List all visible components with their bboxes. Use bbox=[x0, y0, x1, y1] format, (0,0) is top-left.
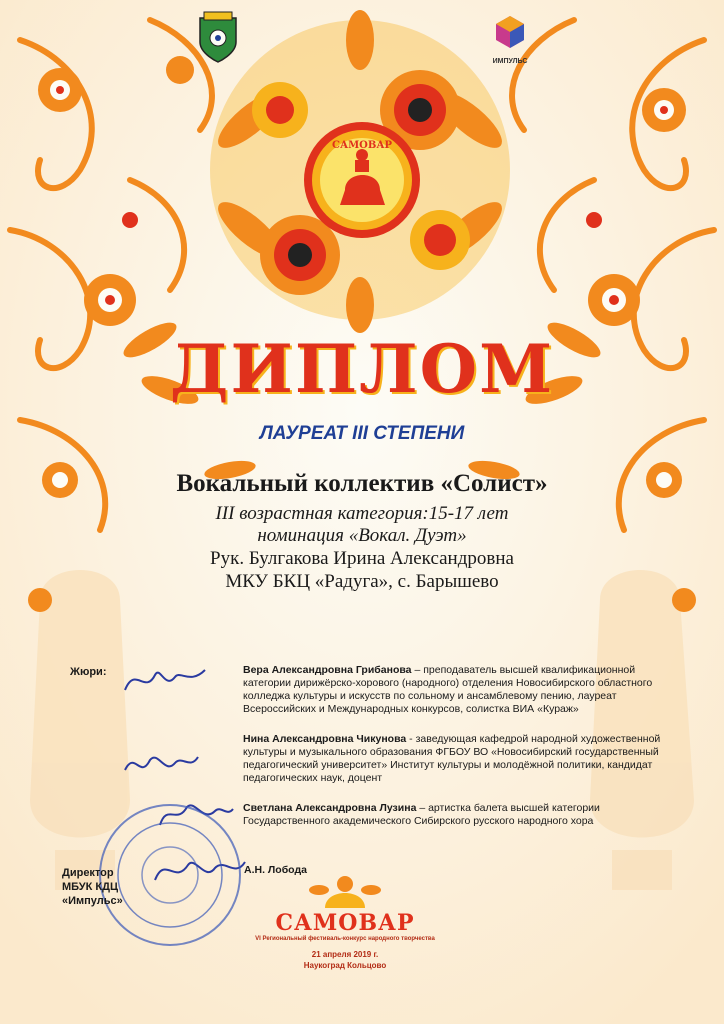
age-category: III возрастная категория:15-17 лет bbox=[215, 503, 509, 524]
festival-name: САМОВАР bbox=[275, 910, 415, 936]
director-line-1: Директор bbox=[62, 867, 114, 879]
director-line-2: МБУК КДЦ bbox=[62, 881, 118, 893]
jury-member-description: – артистка балета высшей категории Государственного академического Сибирского русского народного хора bbox=[243, 802, 600, 827]
koltsovo-coat-of-arms-icon bbox=[196, 10, 240, 64]
nomination: номинация «Вокал. Дуэт» bbox=[257, 525, 467, 546]
jury-member-2 bbox=[243, 733, 673, 785]
impulse-logo-icon bbox=[480, 12, 540, 62]
signature-1 bbox=[120, 655, 210, 705]
director-name: А.Н. Лобода bbox=[244, 864, 307, 876]
impulse-logo-label: ИМПУЛЬС bbox=[492, 58, 528, 65]
jury-member-3 bbox=[243, 802, 673, 828]
jury-label: Жюри: bbox=[70, 666, 107, 678]
jury-member-name: Вера Александровна Грибанова bbox=[243, 664, 412, 676]
jury-member-description: - заведующая кафедрой народной художественной культуры и музыкального образования ФГБОУ ВО «Новосибирский государственный педагогический университет» Институт культуры и молодёжной политики, кандидат педагогических наук, доцент bbox=[243, 733, 661, 784]
leader: Рук. Булгакова Ирина Александровна bbox=[210, 548, 514, 569]
festival-date: 21 апреля 2019 г. bbox=[311, 950, 379, 959]
jury-member-description: – преподаватель высшей квалификационной категории дирижёрско-хорового (народного) отделения Новосибирского областного колледжа культуры и искусств по сольному и ансамблевому пению, лауреат Всероссийских и Международных конкурсов, солистка ВИА «Кураж» bbox=[243, 664, 653, 715]
collective-name: Вокальный коллектив «Солист» bbox=[176, 470, 548, 497]
jury-member-1 bbox=[243, 664, 673, 716]
institution: МКУ БКЦ «Радуга», с. Барышево bbox=[225, 571, 499, 592]
samovar-icon bbox=[305, 870, 385, 910]
festival-logo bbox=[250, 870, 440, 970]
jury-member-name: Светлана Александровна Лузина bbox=[243, 802, 417, 814]
signature-2 bbox=[120, 745, 200, 785]
laureate-degree: ЛАУРЕАТ III СТЕПЕНИ bbox=[259, 423, 465, 444]
diploma-title: ДИПЛОМ bbox=[169, 330, 555, 408]
festival-city: Наукоград Кольцово bbox=[303, 961, 387, 970]
jury-member-name: Нина Александровна Чикунова bbox=[243, 733, 407, 745]
director-block bbox=[62, 866, 123, 908]
director-line-3: «Импульс» bbox=[62, 895, 123, 907]
festival-subtitle: VI Региональный фестиваль-конкурс народного творчества bbox=[255, 936, 435, 942]
medallion-label: САМОВАР bbox=[332, 140, 392, 151]
